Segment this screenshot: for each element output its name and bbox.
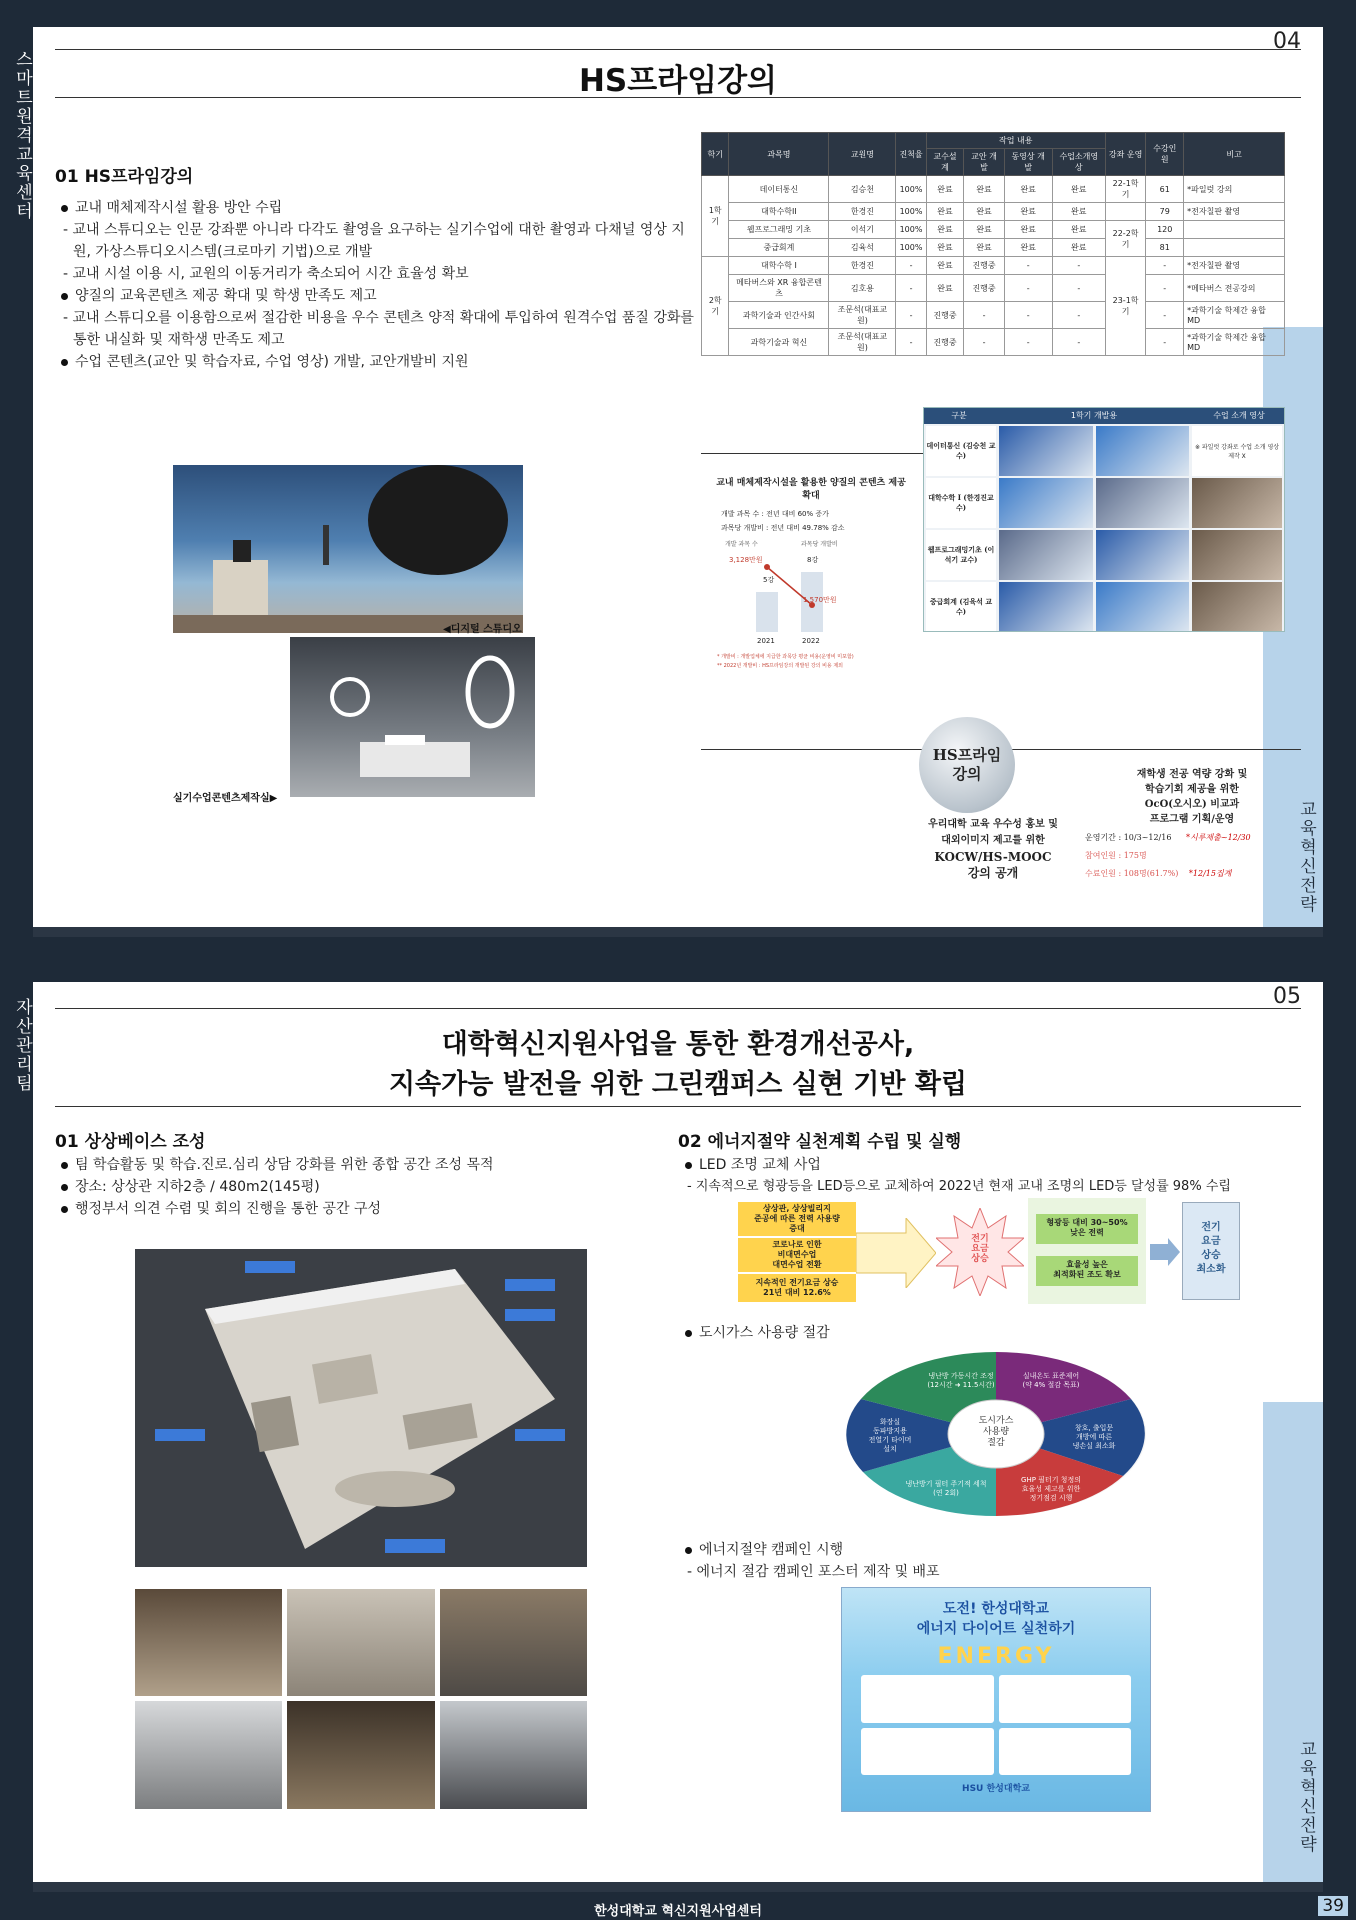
- table-cell: -: [1146, 302, 1184, 329]
- table-cell: 완료: [1052, 203, 1105, 221]
- box-line: 21년 대비 12.6%: [763, 1288, 831, 1297]
- table-cell: 완료: [964, 239, 1004, 257]
- divider: [55, 1008, 1301, 1009]
- gas-segment: [1059, 1424, 1129, 1451]
- section-environment: [33, 982, 1323, 1882]
- table-cell: -: [896, 329, 926, 356]
- box-line: 상승: [1201, 1250, 1221, 1261]
- practical-lab-photo: [290, 637, 535, 797]
- block-item: [1077, 830, 1307, 845]
- campaign-poster: [841, 1587, 1151, 1812]
- block-item: [1077, 848, 1307, 863]
- table-cell: 61: [1146, 176, 1184, 203]
- table-cell: 22-1학기: [1105, 176, 1146, 203]
- grid-note: ※ 파일럿 강좌로 수업 소개 영상 제작 X: [1192, 426, 1282, 476]
- block-line: 프로그램 기획/운영: [1149, 814, 1235, 825]
- table-cell: 완료: [964, 176, 1004, 203]
- video-thumbnail: [999, 426, 1093, 476]
- video-thumbnail: [1096, 530, 1190, 580]
- table-cell: 메타버스와 XR 융합콘텐츠: [729, 275, 829, 302]
- table-header: 수강인원: [1146, 133, 1184, 176]
- box-line: 코로나로 인한: [772, 1240, 822, 1249]
- box-line: 대면수업 전환: [772, 1260, 822, 1269]
- footnote: * 개발비 : 개발업체에 지급한 과목당 평균 비용(운영비 미포함): [717, 654, 854, 660]
- block-line: 대외이미지 제고를 위한: [941, 835, 1045, 846]
- table-cell: 대학수학 I: [729, 257, 829, 275]
- table-header: 교안 개발: [964, 149, 1004, 176]
- burst-line: 상승: [971, 1254, 989, 1264]
- table-cell: *전자칠판 촬영: [1184, 203, 1285, 221]
- video-thumbnail: [1096, 582, 1190, 632]
- video-thumbnail: [999, 478, 1093, 528]
- footnote: ** 2022년 개발비 : HS프라임강의 개발된 강의 비용 제외: [717, 663, 843, 669]
- block-line: 학습기회 제공을 위한: [1145, 784, 1239, 795]
- table-cell: *전자칠판 촬영: [1184, 257, 1285, 275]
- block-note: *시루제출~12/30: [1183, 833, 1251, 842]
- bullet-item: 에너지절약 캠페인 시행: [681, 1539, 1281, 1561]
- table-cell: 22-2학기: [1105, 221, 1146, 257]
- bullet-item: 팀 학습활동 및 학습.진로.심리 상담 강화를 위한 종합 공간 조성 목적: [57, 1154, 657, 1176]
- segment-line: 효율성 제고를 위한: [1021, 1485, 1081, 1493]
- table-cell: 한경진: [829, 257, 896, 275]
- grid-row: [924, 426, 1284, 476]
- video-thumbnail: [1192, 582, 1282, 632]
- gas-segment: [896, 1480, 996, 1498]
- course-video-grid: [923, 407, 1285, 632]
- gas-segment: [1006, 1476, 1096, 1503]
- table-cell: *과학기술 학제간 융합 MD: [1184, 329, 1285, 356]
- hs-prime-circle: [919, 717, 1015, 813]
- box-line: 전기: [1201, 1222, 1221, 1233]
- video-thumbnail: [1096, 478, 1190, 528]
- table-cell: 완료: [926, 176, 964, 203]
- table-cell: 120: [1146, 221, 1184, 239]
- table-cell: 한경진: [829, 203, 896, 221]
- grid-row-label: 데이터통신 (김승천 교수): [926, 426, 996, 476]
- table-header: 진척율: [896, 133, 926, 176]
- axis-label: 2021: [757, 637, 775, 645]
- table-cell: 완료: [1004, 221, 1052, 239]
- table-row: [702, 203, 1285, 221]
- table-cell: 중급회계: [729, 239, 829, 257]
- table-cell: -: [964, 329, 1004, 356]
- table-cell: 조문석(대표교원): [829, 329, 896, 356]
- page-number: 39: [1318, 1896, 1348, 1916]
- value-label: 5강: [763, 576, 775, 584]
- table-cell: -: [1052, 302, 1105, 329]
- table-cell: 완료: [1052, 176, 1105, 203]
- table-cell: 완료: [926, 203, 964, 221]
- segment-line: 정기점검 시행: [1029, 1494, 1073, 1502]
- grid-header: 수업 소개 영상: [1213, 411, 1265, 420]
- gas-segment: [861, 1418, 919, 1454]
- gas-bullet: [681, 1322, 1281, 1344]
- bullet-item: 양질의 교육콘텐츠 제공 확대 및 학생 만족도 제고: [57, 285, 697, 307]
- table-cell: -: [1004, 329, 1052, 356]
- benefit-box: [1036, 1214, 1138, 1244]
- grid-row: [924, 530, 1284, 580]
- table-cell: 완료: [926, 221, 964, 239]
- table-cell: -: [1146, 275, 1184, 302]
- axis-label: 2022: [802, 637, 820, 645]
- grid-header-row: [924, 408, 1284, 424]
- segment-line: (약 4% 절감 목표): [1022, 1381, 1080, 1389]
- led-diagram: [738, 1198, 1268, 1308]
- table-cell: -: [1052, 329, 1105, 356]
- table-cell: -: [1004, 302, 1052, 329]
- table-cell: 완료: [1004, 176, 1052, 203]
- connector-line: [701, 453, 959, 454]
- segment-line: 냉난방 가동시간 조정: [928, 1372, 994, 1380]
- kocw-block: [913, 817, 1073, 881]
- table-cell: 100%: [896, 176, 926, 203]
- schedule-table: [701, 132, 1285, 356]
- burst-line: 전기: [971, 1234, 989, 1244]
- grid-row: [924, 582, 1284, 632]
- table-cell: 진행중: [964, 275, 1004, 302]
- content-expansion-infographic: [701, 447, 941, 687]
- infographic-item: 개발 과목 수 : 전년 대비 60% 증가: [721, 510, 829, 518]
- table-cell: 79: [1146, 203, 1184, 221]
- table-header: 과목명: [729, 133, 829, 176]
- grid-row-label: 중급회계 (김육석 교수): [926, 582, 996, 632]
- page-title-line-1: 대학혁신지원사업을 통한 환경개선공사,: [441, 1029, 915, 1060]
- poster-title-1: 도전! 한성대학교: [943, 1601, 1049, 1617]
- box-line: 최소화: [1196, 1264, 1226, 1275]
- box-line: 지속적인 전기요금 상승: [755, 1278, 839, 1287]
- circle-label: HS프라임 강의: [932, 746, 1002, 783]
- block-line: 재학생 전공 역량 강화 및: [1136, 769, 1248, 780]
- table-cell: [1105, 203, 1146, 221]
- block-item-text: 참여인원 : 175명: [1085, 851, 1147, 860]
- bullet-detail: - 지속적으로 형광등을 LED등으로 교체하여 2022년 현재 교내 조명의 LED등 달성률 98% 수립: [687, 1179, 1231, 1194]
- table-cell: 대학수학II: [729, 203, 829, 221]
- table-cell: 23-1학기: [1105, 257, 1146, 356]
- table-cell: 1학기: [702, 176, 729, 257]
- grid-row-label: 웹프로그래밍기초 (이석기 교수): [926, 530, 996, 580]
- table-cell: -: [896, 302, 926, 329]
- box-line: 상상관, 상상빌리지: [763, 1204, 831, 1213]
- table-header: 강좌 운영: [1105, 133, 1146, 176]
- block-line: 강의 공개: [967, 866, 1019, 880]
- block-item-text: 운영기간 : 10/3~12/16: [1085, 833, 1172, 842]
- box-line: 증대: [789, 1224, 805, 1233]
- table-cell: 완료: [964, 221, 1004, 239]
- table-cell: -: [896, 275, 926, 302]
- table-cell: -: [1146, 257, 1184, 275]
- segment-line: 화장실: [879, 1418, 901, 1426]
- bullet-detail: - 에너지 절감 캠페인 포스터 제작 및 배포: [687, 1564, 940, 1580]
- divider: [55, 1106, 1301, 1107]
- table-cell: 과학기술과 혁신: [729, 329, 829, 356]
- table-cell: [1184, 239, 1285, 257]
- table-header: 작업 내용: [926, 133, 1105, 149]
- table-cell: -: [1146, 329, 1184, 356]
- table-row: [702, 239, 1285, 257]
- table-cell: 진행중: [926, 329, 964, 356]
- side-label-top-right: 교육혁신전략: [1296, 800, 1316, 914]
- gas-diagram: [841, 1344, 1151, 1519]
- bullet-item: 장소: 상상관 지하2층 / 480m2(145평): [57, 1176, 657, 1198]
- table-cell: 2학기: [702, 257, 729, 356]
- table-cell: *파일럿 강의: [1184, 176, 1285, 203]
- segment-line: 전열기 타이머: [868, 1436, 912, 1444]
- grid-header: 1학기 개발용: [1070, 411, 1118, 420]
- bullet-item: 행정부서 의견 수렴 및 회의 진행을 통한 공간 구성: [57, 1198, 657, 1220]
- page-section-number: 05: [1273, 984, 1301, 1009]
- table-row: [702, 329, 1285, 356]
- digital-studio-photo: [173, 465, 523, 633]
- led-bullet: [681, 1154, 1301, 1198]
- bottom-bar: [33, 927, 1323, 937]
- video-thumbnail: [999, 582, 1093, 632]
- side-label-bottom-right: 교육혁신전략: [1296, 1740, 1316, 1854]
- table-cell: 김호용: [829, 275, 896, 302]
- table-cell: 81: [1146, 239, 1184, 257]
- section-heading: 02 에너지절약 실천계획 수립 및 실행: [678, 1132, 962, 1152]
- video-thumbnail: [1096, 426, 1190, 476]
- table-header: 교수설계: [926, 149, 964, 176]
- box-line: 효율성 높은: [1066, 1260, 1108, 1269]
- grid-header: 구분: [951, 411, 967, 420]
- segment-line: 창호, 출입문: [1074, 1424, 1114, 1432]
- side-label-bottom-left: 자산관리팀: [12, 997, 32, 1093]
- table-cell: 완료: [926, 275, 964, 302]
- table-row: [702, 257, 1285, 275]
- table-cell: 완료: [1052, 221, 1105, 239]
- bullet-list: [57, 197, 697, 373]
- table-cell: 웹프로그래밍 기초: [729, 221, 829, 239]
- bullet-detail: - 교내 시설 이용 시, 교원의 이동거리가 축소되어 시간 효율성 확보: [63, 266, 469, 282]
- value-label: 8강: [807, 556, 819, 564]
- table-cell: -: [964, 302, 1004, 329]
- box-line: 낮은 전력: [1070, 1228, 1104, 1237]
- table-cell: 100%: [896, 239, 926, 257]
- side-label-top-left: 스마트원격교육센터: [12, 49, 32, 221]
- bullet-item: LED 조명 교체 사업: [681, 1154, 1301, 1176]
- table-cell: 데이터통신: [729, 176, 829, 203]
- section-heading: 01 HS프라임강의: [55, 167, 194, 187]
- table-cell: *메타버스 전공강의: [1184, 275, 1285, 302]
- table-header: 비고: [1184, 133, 1285, 176]
- segment-line: 동파방지용: [873, 1427, 907, 1435]
- bullet-item: 도시가스 사용량 절감: [681, 1322, 1281, 1344]
- value-label: 3,128만원: [729, 556, 763, 564]
- page-title-line-2: 지속가능 발전을 위한 그린캠퍼스 실현 기반 확립: [388, 1069, 968, 1100]
- page-section-number: 04: [1273, 29, 1301, 54]
- legend-label: 과목당 개발비: [801, 541, 838, 548]
- block-line: KOCW/HS-MOOC: [934, 850, 1052, 864]
- floor-plan-render: [135, 1249, 587, 1567]
- table-cell: 김육석: [829, 239, 896, 257]
- table-cell: -: [1052, 275, 1105, 302]
- video-thumbnail: [1192, 530, 1282, 580]
- cause-box: [738, 1202, 856, 1236]
- poster-logo: HSU 한성대학교: [962, 1784, 1030, 1794]
- segment-line: 설치: [883, 1445, 897, 1453]
- video-thumbnail: [999, 530, 1093, 580]
- burst-line: 요금: [971, 1244, 989, 1254]
- table-cell: *과학기술 학제간 융합 MD: [1184, 302, 1285, 329]
- center-line: 사용량: [982, 1427, 1010, 1437]
- grid-row-label: 대학수학 I (한경진교수): [926, 478, 996, 528]
- gas-segment: [921, 1372, 1001, 1390]
- block-item-text: 수료인원 : 108명(61.7%): [1085, 869, 1179, 878]
- video-thumbnail: [1192, 478, 1282, 528]
- table-cell: 완료: [926, 257, 964, 275]
- block-line: OcO(오시오) 비교과: [1144, 799, 1240, 810]
- table-cell: -: [1052, 257, 1105, 275]
- result-box: [1182, 1202, 1240, 1300]
- oco-block: [1077, 767, 1307, 881]
- bullet-detail: - 교내 스튜디오를 이용함으로써 절감한 비용을 우수 콘텐츠 양적 확대에 투입하여 원격수업 품질 강화를 통한 내실화 및 재학생 만족도 제고: [63, 310, 694, 348]
- legend-label: 개발 과목 수: [725, 541, 758, 548]
- value-label: 1,570만원: [803, 596, 837, 604]
- box-line: 요금: [1201, 1236, 1221, 1247]
- table-cell: 김승천: [829, 176, 896, 203]
- segment-line: (12시간 ➜ 11.5시간): [927, 1381, 995, 1389]
- table-cell: -: [896, 257, 926, 275]
- table-header: 수업소개영상: [1052, 149, 1105, 176]
- table-row: [702, 176, 1285, 203]
- table-cell: 과학기술과 인간사회: [729, 302, 829, 329]
- footer-text: 한성대학교 혁신지원사업센터: [594, 1904, 762, 1919]
- table-cell: 조문석(대표교원): [829, 302, 896, 329]
- table-cell: [1184, 221, 1285, 239]
- box-line: 준공에 따른 전력 사용량: [754, 1214, 840, 1223]
- section-heading: 01 상상베이스 조성: [55, 1132, 206, 1152]
- block-note: *12/15집계: [1186, 869, 1232, 878]
- box-line: 비대면수업: [777, 1250, 817, 1259]
- bullet-detail: - 교내 스튜디오는 인문 강좌뿐 아니라 다각도 촬영을 요구하는 실기수업에 대한 촬영과 다채널 영상 지원, 가상스튜디오시스템(크로마키 기법)으로 개발: [63, 222, 685, 260]
- grid-row: [924, 478, 1284, 528]
- campaign-bullet: [681, 1539, 1281, 1583]
- cause-box: [738, 1238, 856, 1272]
- poster-title-2: 에너지 다이어트 실천하기: [916, 1621, 1076, 1637]
- table-cell: 100%: [896, 221, 926, 239]
- center-line: 절감: [987, 1438, 1005, 1448]
- segment-line: GHP 필터기 청정의: [1021, 1476, 1081, 1484]
- table-cell: -: [1004, 257, 1052, 275]
- table-cell: 진행중: [926, 302, 964, 329]
- table-cell: 완료: [1004, 203, 1052, 221]
- table-cell: 이석기: [829, 221, 896, 239]
- table-cell: 100%: [896, 203, 926, 221]
- bullet-item: 수업 콘텐츠(교안 및 학습자료, 수업 영상) 개발, 교안개발비 지원: [57, 351, 697, 373]
- block-item: [1077, 866, 1307, 881]
- cause-box: [738, 1274, 856, 1302]
- table-cell: -: [1004, 275, 1052, 302]
- segment-line: 냉난방기 필터 주기적 세척: [905, 1480, 987, 1488]
- table-row: [702, 302, 1285, 329]
- gas-center-label: [956, 1416, 1036, 1449]
- space-photo-grid: [135, 1589, 587, 1809]
- divider: [55, 97, 1301, 98]
- segment-line: 냉손실 최소화: [1072, 1442, 1116, 1450]
- infographic-heading: 교내 매체제작시설을 활용한 양질의 콘텐츠 제공 확대: [716, 478, 906, 501]
- lab-caption: 실기수업콘텐츠제작실▶: [173, 793, 278, 804]
- segment-line: 개방에 따른: [1075, 1433, 1113, 1441]
- segment-line: 실내온도 표준제어: [1022, 1372, 1080, 1380]
- center-line: 도시가스: [978, 1416, 1014, 1426]
- studio-caption: ◀디지털 스튜디오: [443, 624, 522, 635]
- benefit-box: [1036, 1256, 1138, 1286]
- bottom-bar: [33, 1882, 1323, 1892]
- box-line: 형광등 대비 30~50%: [1046, 1218, 1128, 1227]
- segment-line: (연 2회): [933, 1489, 959, 1497]
- infographic-item: 과목당 개발비 : 전년 대비 49.78% 감소: [721, 524, 845, 532]
- table-header: 동영상 개발: [1004, 149, 1052, 176]
- poster-title-3: ENERGY: [937, 1644, 1055, 1669]
- table-header: 교원명: [829, 133, 896, 176]
- bullet-item: 교내 매체제작시설 활용 방안 수립: [57, 197, 697, 219]
- table-cell: 완료: [926, 239, 964, 257]
- table-row: [702, 221, 1285, 239]
- table-cell: 진행중: [964, 257, 1004, 275]
- gas-segment: [1011, 1372, 1091, 1390]
- table-cell: 완료: [1052, 239, 1105, 257]
- block-line: 우리대학 교육 우수성 홍보 및: [928, 819, 1058, 830]
- box-line: 최적화된 조도 확보: [1053, 1270, 1121, 1279]
- table-cell: 완료: [1004, 239, 1052, 257]
- table-row: [702, 275, 1285, 302]
- section-hs-prime: [33, 27, 1323, 927]
- table-cell: 완료: [964, 203, 1004, 221]
- page-title: HS프라임강의: [578, 63, 777, 99]
- bullet-list: [57, 1154, 657, 1220]
- table-header: 학기: [702, 133, 729, 176]
- burst-label: [958, 1234, 1002, 1264]
- divider: [55, 49, 1301, 50]
